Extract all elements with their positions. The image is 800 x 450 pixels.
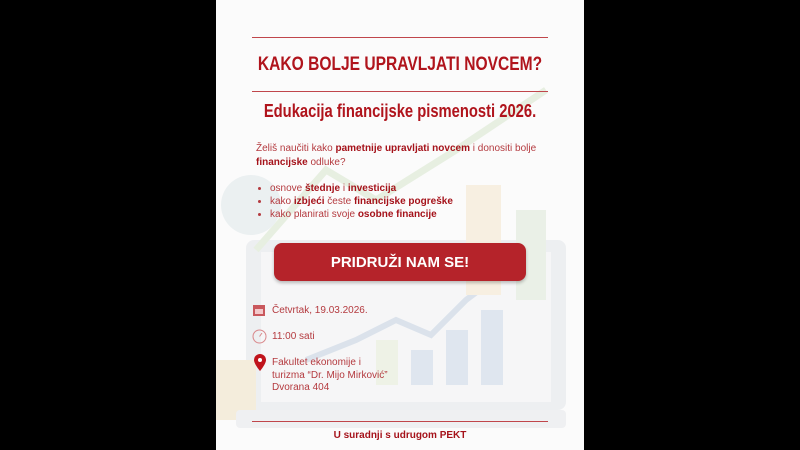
footer-partner: U suradnji s udrugom PEKT <box>333 430 467 441</box>
location-pin-icon <box>254 354 266 371</box>
divider <box>252 421 548 422</box>
event-poster <box>216 0 584 450</box>
clock-icon <box>252 329 267 344</box>
list-item: • osnove štednje i investicija <box>270 182 453 195</box>
location-line: turizma “Dr. Mijo Mirković” <box>272 369 388 381</box>
subtitle: Edukacija financijske pismenosti 2026. <box>263 101 537 121</box>
intro-text: Želiš naučiti kako pametnije upravljati novcem i donositi bolje financijske odluke? <box>256 143 537 168</box>
event-location <box>272 357 388 395</box>
location-line: Dvorana 404 <box>272 382 330 393</box>
calendar-icon <box>252 303 266 317</box>
page-title: KAKO BOLJE UPRAVLJATI NOVCEM? <box>257 54 543 75</box>
event-date: Četvrtak, 19.03.2026. <box>272 305 368 316</box>
list-item: • kako izbjeći česte financijske pogreške <box>270 195 453 208</box>
divider <box>252 91 548 92</box>
list-item: • kako planirati svoje osobne financije <box>270 208 453 221</box>
join-button[interactable]: PRIDRUŽI NAM SE! <box>274 243 526 281</box>
topics-list <box>260 182 453 221</box>
event-time: 11:00 sati <box>272 331 315 342</box>
divider <box>252 37 548 38</box>
location-line: Fakultet ekonomije i <box>272 357 361 368</box>
